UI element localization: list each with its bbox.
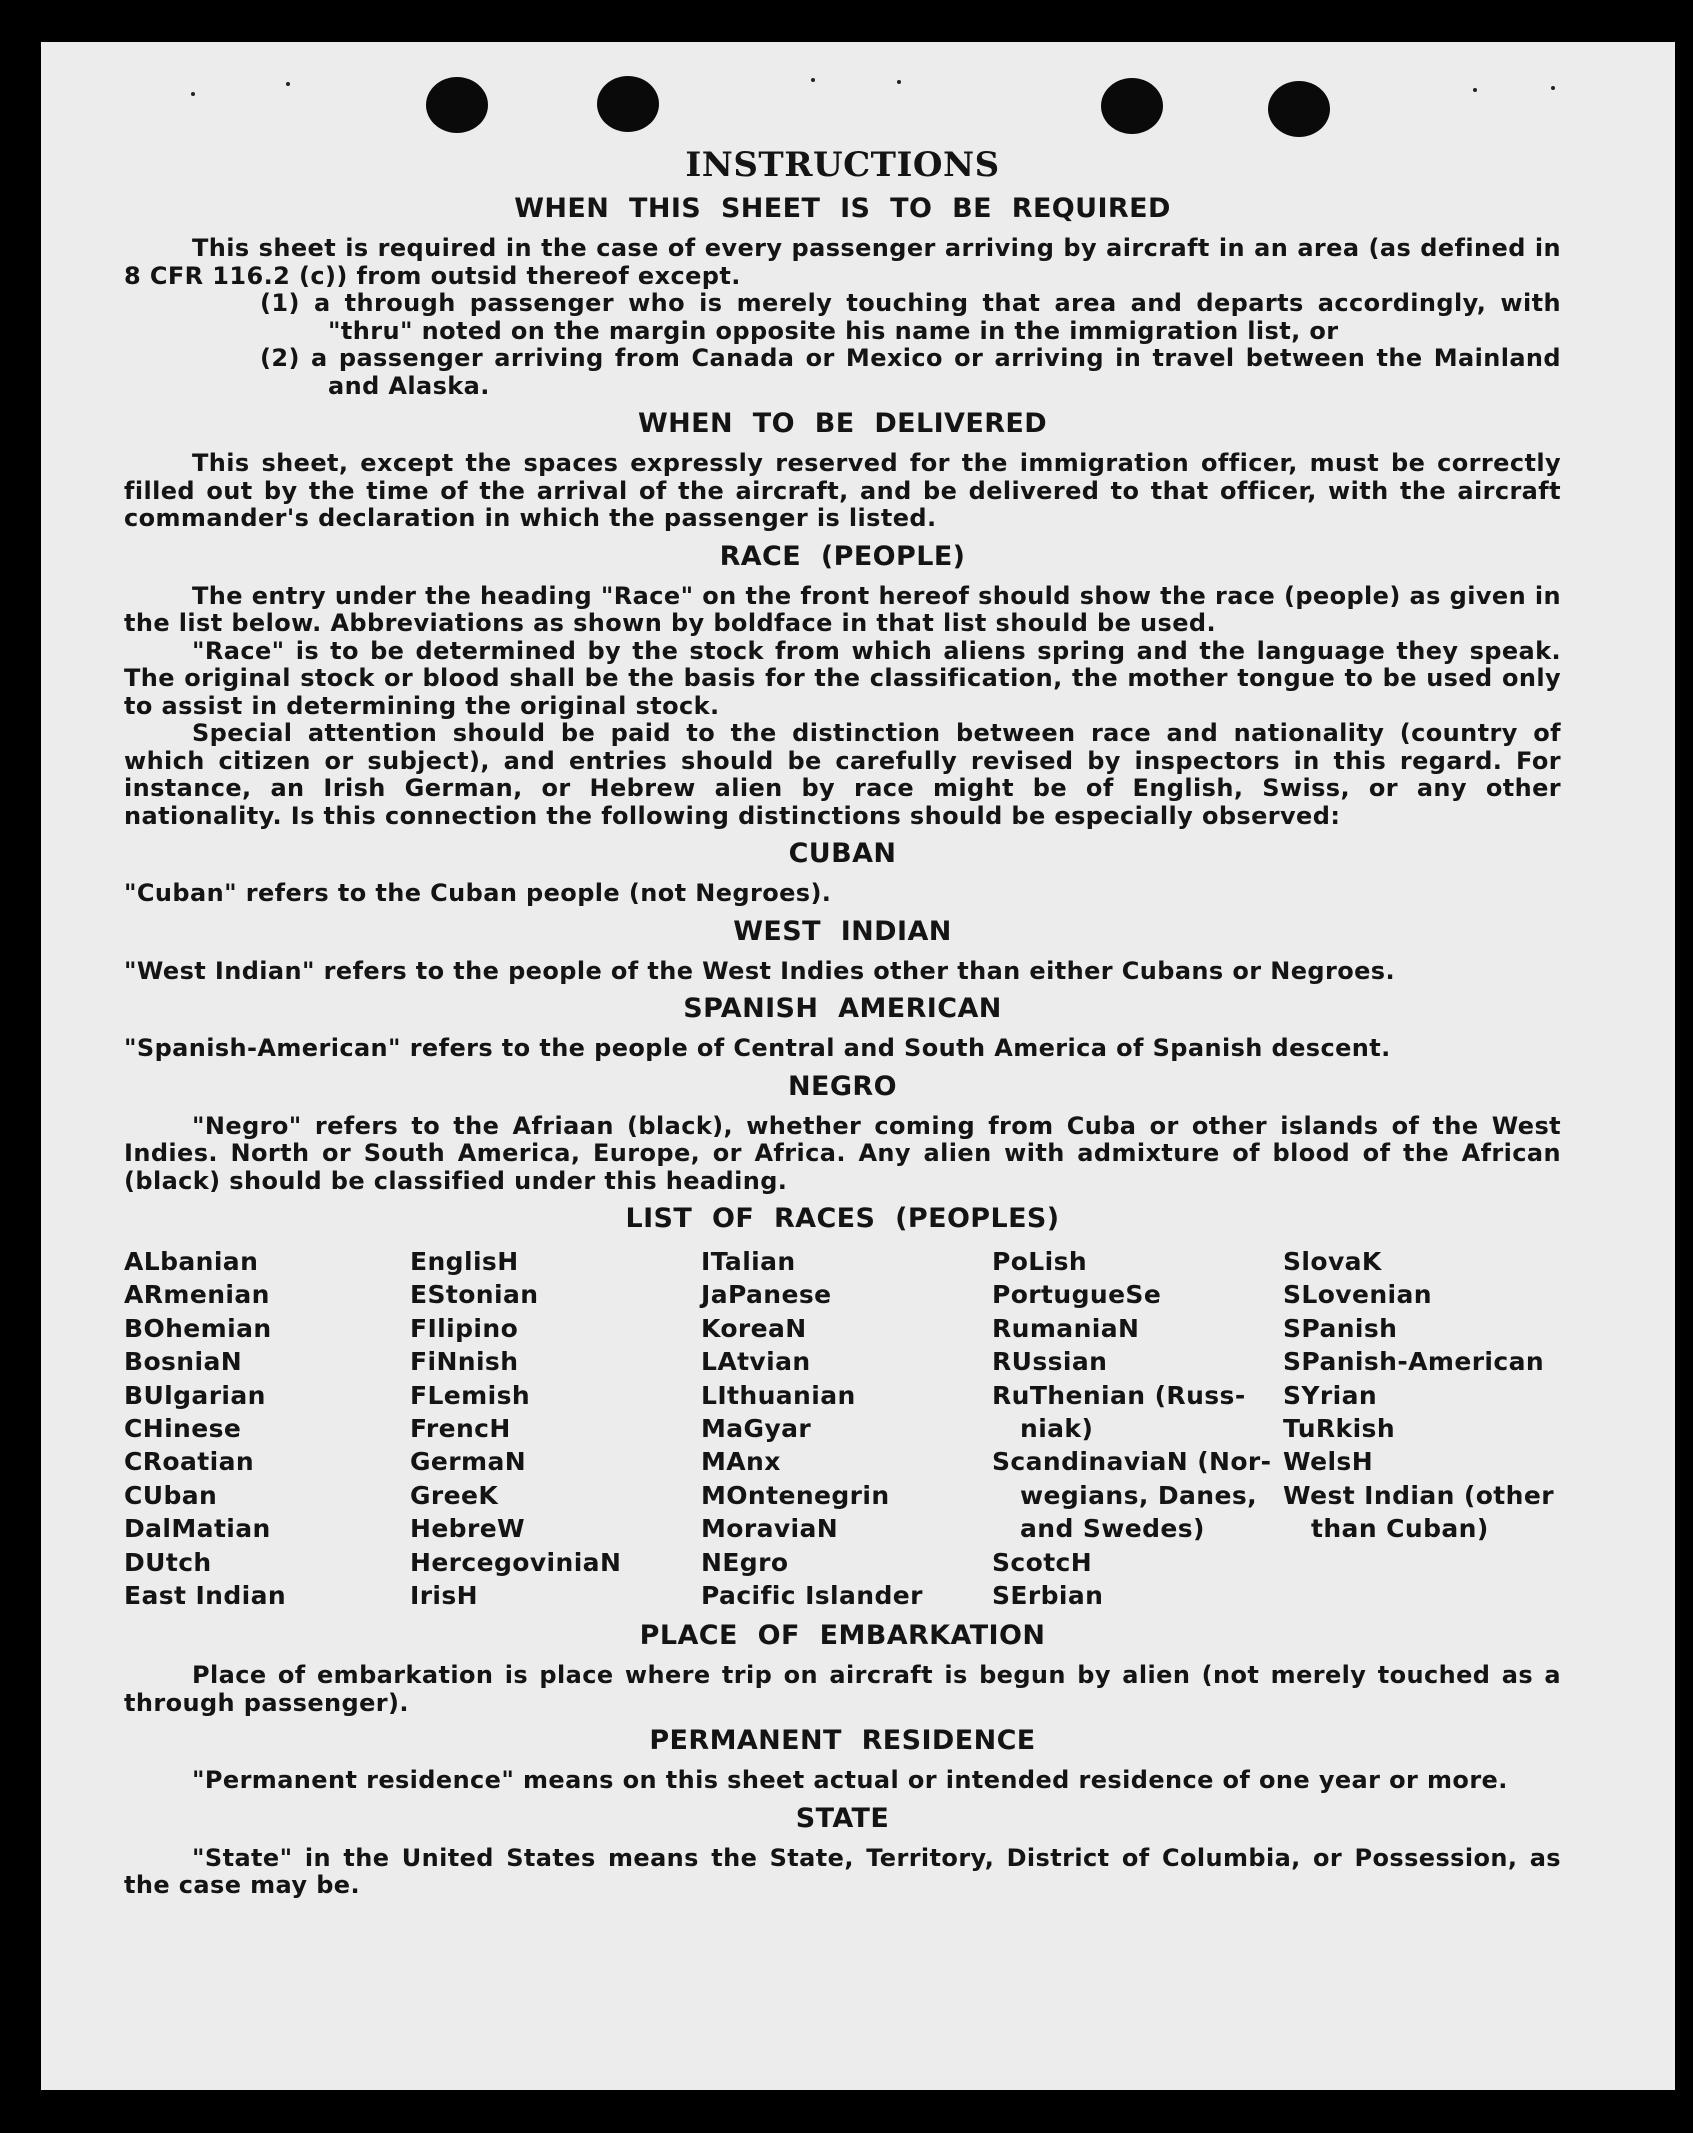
race-entry: SPanish-American	[1283, 1347, 1545, 1377]
punch-hole	[1268, 81, 1330, 137]
paragraph: This sheet, except the spaces expressly reserved for the immigration officer, must be correctly filled out by the time of the arrival of the aircraft, and be delivered to that officer, with the aircraft commander's declaration in which the passenger is listed.	[124, 449, 1561, 532]
race-entry: East Indian	[124, 1581, 287, 1611]
heading-cuban: CUBAN	[788, 838, 897, 869]
race-entry: ARmenian	[124, 1280, 270, 1310]
heading-when-delivered: WHEN TO BE DELIVERED	[637, 408, 1048, 439]
list-item: (1) a through passenger who is merely touching that area and departs accordingly, with "thru" noted on the margin opposite his name in the immigration list, or	[260, 289, 1561, 345]
paragraph: This sheet is required in the case of every passenger arriving by aircraft in an area (as defined in 8 CFR 116.2 (c)) from outsid thereof except.	[124, 234, 1561, 290]
race-entry: KoreaN	[701, 1313, 807, 1343]
paragraph: "Spanish-American" refers to the people of Central and South America of Spanish descent.	[124, 1034, 1391, 1062]
race-entry: LIthuanian	[701, 1380, 856, 1410]
race-entry: SLovenian	[1283, 1280, 1432, 1310]
paragraph: "Cuban" refers to the Cuban people (not Negroes).	[124, 879, 832, 907]
paragraph: Special attention should be paid to the distinction between race and nationality (country of which citizen or subject), and entries should be carefully revised by inspectors in this regard. For instance, an Irish German, or Hebrew alien by race might be of English, Swiss, or any other nationality. Is this connection the following distinctions should be especially observed:	[124, 719, 1561, 830]
race-entry: EStonian	[410, 1280, 539, 1310]
race-entry: BOhemian	[124, 1313, 272, 1343]
race-entry: than Cuban)	[1311, 1514, 1489, 1544]
heading-west-indian: WEST INDIAN	[733, 915, 952, 947]
races-column	[1283, 1245, 1561, 1612]
races-column	[124, 1245, 410, 1612]
race-entry: DUtch	[124, 1547, 212, 1577]
race-entry: GreeK	[410, 1480, 499, 1510]
race-entry: MAnx	[701, 1447, 781, 1477]
heading-list-of-races: LIST OF RACES (PEOPLES)	[625, 1203, 1060, 1234]
race-entry: FLemish	[410, 1380, 531, 1410]
race-entry: MaGyar	[701, 1414, 812, 1444]
heading-when-required: WHEN THIS SHEET IS TO BE REQUIRED	[514, 193, 1171, 224]
speck	[897, 80, 901, 84]
race-entry: ITalian	[701, 1247, 796, 1276]
race-entry: SYrian	[1283, 1380, 1378, 1410]
races-column	[701, 1245, 992, 1612]
page-title: INSTRUCTIONS	[685, 145, 1000, 185]
race-entry: EnglisH	[410, 1247, 519, 1276]
race-entry: BosniaN	[124, 1347, 243, 1377]
race-entry: niak)	[1020, 1414, 1094, 1444]
race-entry: HebreW	[410, 1514, 526, 1544]
instructions-text	[124, 145, 1561, 1900]
race-entry: RuThenian (Russ-	[992, 1380, 1246, 1410]
race-entry: MoraviaN	[701, 1514, 839, 1544]
paragraph: "Permanent residence" means on this sheet actual or intended residence of one year or more.	[192, 1766, 1508, 1795]
paragraph: "Race" is to be determined by the stock from which aliens spring and the language they speak. The original stock or blood shall be the basis for the classification, the mother tongue to be used only to assist in determining the original stock.	[124, 636, 1561, 720]
heading-negro: NEGRO	[788, 1070, 897, 1102]
heading-permanent-residence: PERMANENT RESIDENCE	[649, 1725, 1036, 1757]
race-entry: NEgro	[701, 1547, 789, 1577]
race-entry: PoLish	[992, 1247, 1088, 1276]
paragraph: Place of embarkation is place where trip on aircraft is begun by alien (not merely touched as a through passenger).	[124, 1661, 1561, 1717]
race-entry: LAtvian	[701, 1347, 811, 1377]
race-entry: IrisH	[410, 1581, 479, 1611]
race-entry: GermaN	[410, 1447, 527, 1477]
speck	[1551, 86, 1555, 90]
heading-spanish-american: SPANISH AMERICAN	[683, 993, 1002, 1024]
race-entry: FIlipino	[410, 1313, 519, 1343]
race-entry: SPanish	[1283, 1313, 1398, 1343]
race-entry: CUban	[124, 1480, 218, 1510]
race-entry: HercegoviniaN	[410, 1547, 622, 1577]
race-entry: CRoatian	[124, 1447, 255, 1477]
paragraph: The entry under the heading "Race" on the front hereof should show the race (people) as given in the list below. Abbreviations as shown by boldface in that list should be used.	[124, 581, 1561, 637]
race-entry: JaPanese	[701, 1280, 832, 1310]
race-entry: TuRkish	[1283, 1414, 1396, 1444]
race-entry: RumaniaN	[992, 1313, 1140, 1343]
paragraph: "West Indian" refers to the people of the West Indies other than either Cubans or Negroes.	[124, 956, 1395, 985]
punch-hole	[1101, 78, 1163, 134]
punch-hole	[426, 77, 488, 133]
list-item: (2) a passenger arriving from Canada or Mexico or arriving in travel between the Mainland and Alaska.	[260, 344, 1561, 400]
heading-embarkation: PLACE OF EMBARKATION	[639, 1620, 1046, 1652]
race-entry: CHinese	[124, 1414, 242, 1444]
race-entry: SlovaK	[1283, 1247, 1382, 1276]
race-entry: MOntenegrin	[701, 1480, 890, 1510]
paragraph: "State" in the United States means the State, Territory, District of Columbia, or Possession, as the case may be.	[124, 1843, 1561, 1900]
race-entry: ScandinaviaN (Nor-	[992, 1447, 1272, 1477]
races-column	[992, 1245, 1283, 1612]
punch-hole	[597, 76, 659, 132]
race-entry: ALbanian	[124, 1247, 259, 1276]
race-entry: wegians, Danes,	[1020, 1480, 1258, 1510]
race-entry: Pacific Islander	[701, 1581, 923, 1611]
race-entry: FiNnish	[410, 1347, 519, 1377]
race-entry: RUssian	[992, 1347, 1108, 1377]
speck	[191, 92, 195, 96]
heading-race: RACE (PEOPLE)	[719, 540, 966, 572]
paragraph: "Negro" refers to the Afriaan (black), whether coming from Cuba or other islands of the West Indies. North or South America, Europe, or Africa. Any alien with admixture of blood of the African (black) should be classified under this heading.	[124, 1111, 1561, 1195]
race-entry: ScotcH	[992, 1547, 1093, 1577]
race-entry: FrencH	[410, 1414, 511, 1444]
race-entry: and Swedes)	[1020, 1514, 1205, 1544]
race-entry: BUlgarian	[124, 1380, 266, 1410]
races-column	[410, 1245, 701, 1612]
race-entry: DalMatian	[124, 1514, 271, 1544]
races-list	[124, 1245, 1561, 1612]
speck	[811, 78, 815, 82]
document-page	[41, 42, 1675, 2090]
race-entry: West Indian (other	[1283, 1480, 1554, 1510]
speck	[1473, 88, 1477, 92]
race-entry: PortugueSe	[992, 1280, 1162, 1310]
race-entry: SErbian	[992, 1581, 1104, 1611]
speck	[286, 82, 290, 86]
race-entry: WelsH	[1283, 1447, 1374, 1477]
heading-state: STATE	[795, 1802, 890, 1834]
